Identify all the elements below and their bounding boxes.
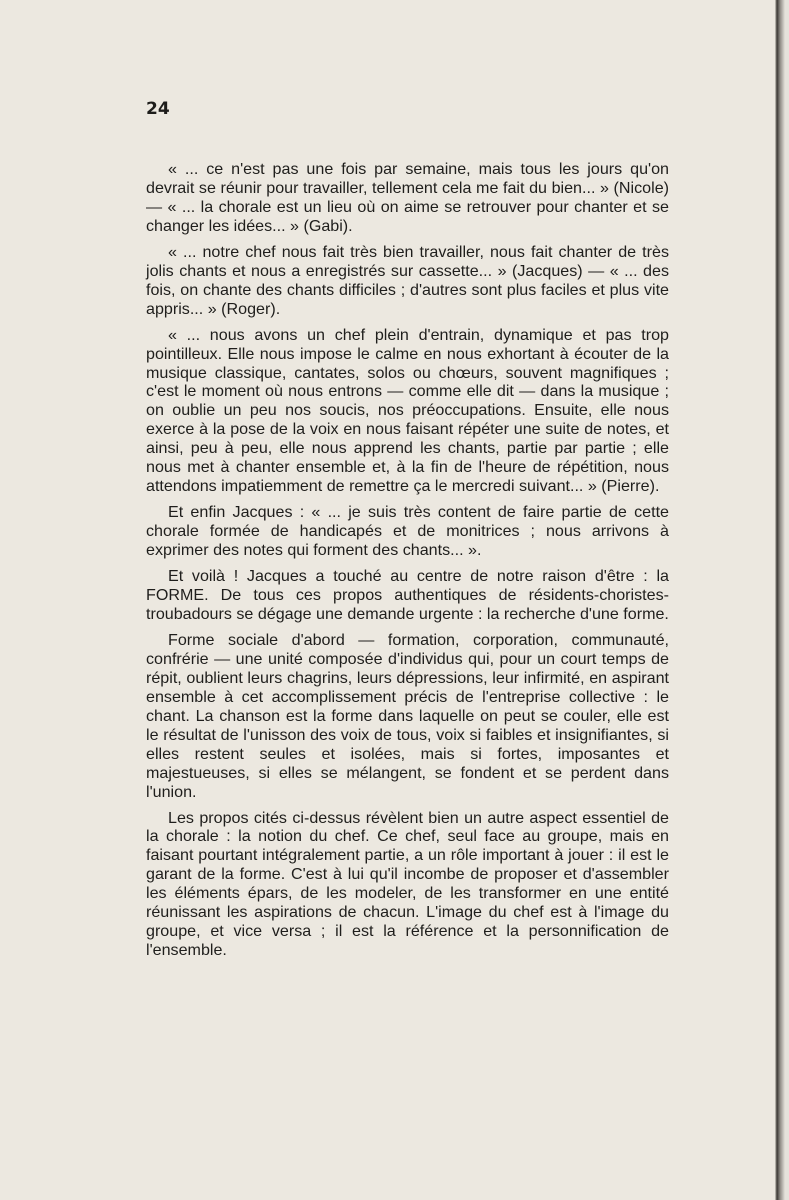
paragraph-nicole-gabi: « ... ce n'est pas une fois par semaine, mais tous les jours qu'on devrait se réunir pour travailler, tellement cela me fait du bien... » (Nicole) — « ... la chorale est un lieu où on aime se retrouver pour chanter et se changer les idées... » (Gabi). xyxy=(146,160,669,235)
paragraph-pierre: « ... nous avons un chef plein d'entrain, dynamique et pas trop pointilleux. Elle nous impose le calme en nous exhortant à écouter de la musique classique, cantates, solos ou chœurs, souvent magnifiques ; c'est le moment où nous entrons — comme elle dit — dans la musique ; on oublie un peu nos soucis, nos préoccupations. Ensuite, elle nous exerce à la pose de la voix en nous faisant répéter une suite de notes, et ainsi, peu à peu, elle nous apprend les chants, partie par partie ; elle nous met à chanter ensemble et, à la fin de l'heure de répétition, nous attendons impatiemment de remettre ça le mercredi suivant... » (Pierre). xyxy=(146,325,669,496)
body-text xyxy=(146,160,669,967)
paragraph-forme: Et voilà ! Jacques a touché au centre de notre raison d'être : la FORME. De tous ces propos authentiques de résidents-choristes-troubadours se dégage une demande urgente : la recherche d'une forme. xyxy=(146,567,669,623)
paragraph-jacques-final: Et enfin Jacques : « ... je suis très content de faire partie de cette chorale formée de handicapés et de monitrices ; nous arrivons à exprimer des notes qui forment des chants... ». xyxy=(146,503,669,560)
page-number: 24 xyxy=(146,99,170,119)
page-binding-edge xyxy=(775,0,789,1200)
paragraph-jacques-roger: « ... notre chef nous fait très bien travailler, nous fait chanter de très jolis chants et nous a enregistrés sur cassette... » (Jacques) — « ... des fois, on chante des chants difficiles ; d'autres sont plus faciles et plus vite appris... » (Roger). xyxy=(146,242,669,318)
paragraph-forme-sociale: Forme sociale d'abord — formation, corporation, communauté, confrérie — une unité composée d'individus qui, pour un court temps de répit, oublient leurs chagrins, leurs dépressions, leur infirmité, en aspirant ensemble à cet accomplissement précis de l'entreprise collective : le chant. La chanson est la forme dans laquelle on peut se couler, elle est le résultat de l'unisson des voix de tous, voix si faibles et insignifiantes, si elles restent seules et isolées, mais si fortes, imposantes et majestueuses, si elles se mélangent, se fondent et se perdent dans l'union. xyxy=(146,630,669,801)
paragraph-notion-du-chef: Les propos cités ci-dessus révèlent bien un autre aspect essentiel de la chorale : la notion du chef. Ce chef, seul face au groupe, mais en faisant pourtant intégralement partie, a un rôle important à jouer : il est le garant de la forme. C'est à lui qu'il incombe de proposer et d'assembler les éléments épars, de les modeler, de les transformer en une entité réunissant les aspirations de chacun. L'image du chef est à l'image du groupe, et vice versa ; il est la référence et la personnification de l'ensemble. xyxy=(146,808,669,960)
